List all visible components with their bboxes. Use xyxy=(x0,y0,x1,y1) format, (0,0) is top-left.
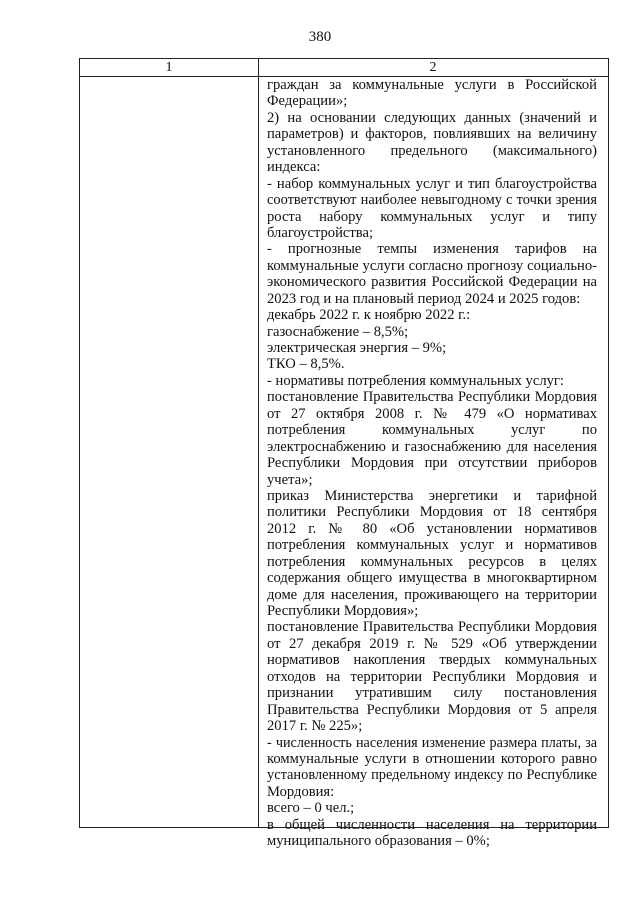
text-line: от 27 декабря 2019 г. № 529 «Об утверждении xyxy=(267,635,597,652)
text-line: потребления коммунальных услуг и нормативов xyxy=(267,537,597,554)
text-line: муниципального образования – 0%; xyxy=(267,833,490,850)
text-line: доме для населения, проживающего на территории xyxy=(267,586,597,603)
text-line: потребления коммунальных ресурсов в целях xyxy=(267,553,597,570)
text-line: - прогнозные темпы изменения тарифов на xyxy=(267,241,597,258)
page-number: 380 xyxy=(308,29,332,45)
text-line: коммунальные услуги в отношении которого равно xyxy=(267,750,597,767)
text-line: Правительства Республики Мордовия от 5 апреля xyxy=(267,701,597,718)
text-line: установленному предельному индексу по Республике xyxy=(267,767,597,784)
text-line: отходов на территории Республики Мордовия и xyxy=(267,668,597,685)
text-line: коммунальные услуги согласно прогнозу социально- xyxy=(267,257,597,274)
text-line: благоустройства; xyxy=(267,224,374,241)
text-line: 2017 г. № 225»; xyxy=(267,718,363,735)
text-line: граждан за коммунальные услуги в Российской xyxy=(267,77,597,93)
text-line: параметров) и факторов, повлиявших на величину xyxy=(267,126,597,143)
text-line: - численность населения изменение размера платы, за xyxy=(267,734,597,751)
text-line: учета»; xyxy=(267,471,313,488)
text-line: ТКО – 8,5%. xyxy=(267,356,345,373)
text-line: соответствуют наиболее невыгодному с точки зрения xyxy=(267,192,597,209)
text-line: 2) на основании следующих данных (значений и xyxy=(267,109,597,126)
text-line: Республики Мордовия при отсутствии приборов xyxy=(267,455,597,472)
text-line: Республики Мордовия»; xyxy=(267,603,419,619)
text-line: - нормативы потребления коммунальных услуг: xyxy=(267,372,564,389)
text-line: постановление Правительства Республики Мордовия xyxy=(267,619,597,636)
text-line: декабрь 2022 г. к ноябрю 2022 г.: xyxy=(267,307,471,324)
document-table xyxy=(79,58,609,850)
text-line: политики Республики Мордовия от 18 сентября xyxy=(267,504,597,521)
column-divider xyxy=(258,59,259,827)
text-line: приказ Министерства энергетики и тарифной xyxy=(267,487,597,504)
text-line: нормативов накопления твердых коммунальных xyxy=(267,652,597,669)
text-line: от 27 октября 2008 г. № 479 «О нормативах xyxy=(267,405,597,422)
text-line: в общей численности населения на территории xyxy=(267,816,597,833)
text-line: электрическая энергия – 9%; xyxy=(267,340,447,356)
text-line: роста набору коммунальных услуг и типу xyxy=(267,208,597,225)
text-line: - набор коммунальных услуг и тип благоустройства xyxy=(267,175,597,192)
text-line: 2023 год и на плановый период 2024 и 2025 годов: xyxy=(267,290,581,307)
text-line: установленного предельного (максимального) xyxy=(267,142,597,159)
text-line: газоснабжение – 8,5%; xyxy=(267,323,409,340)
text-line: содержания общего имущества в многоквартирном xyxy=(267,570,597,587)
text-line: экономического развития Российской Федерации на xyxy=(267,274,597,291)
text-line: признании утратившим силу постановления xyxy=(267,685,597,702)
text-line: всего – 0 чел.; xyxy=(267,800,355,817)
text-line: электроснабжению и газоснабжению для населения xyxy=(267,438,597,455)
text-line: 2012 г. № 80 «Об установлении нормативов xyxy=(267,520,597,537)
text-line: потребления коммунальных услуг по xyxy=(267,422,597,439)
table-header-row xyxy=(80,59,608,77)
column-2-content xyxy=(267,77,597,850)
text-line: постановление Правительства Республики Мордовия xyxy=(267,389,597,406)
text-line: Мордовия: xyxy=(267,783,335,800)
column-2-header: 2 xyxy=(429,60,437,75)
column-1-header: 1 xyxy=(165,60,173,75)
text-line: Федерации»; xyxy=(267,93,348,110)
text-line: индекса: xyxy=(267,159,321,176)
